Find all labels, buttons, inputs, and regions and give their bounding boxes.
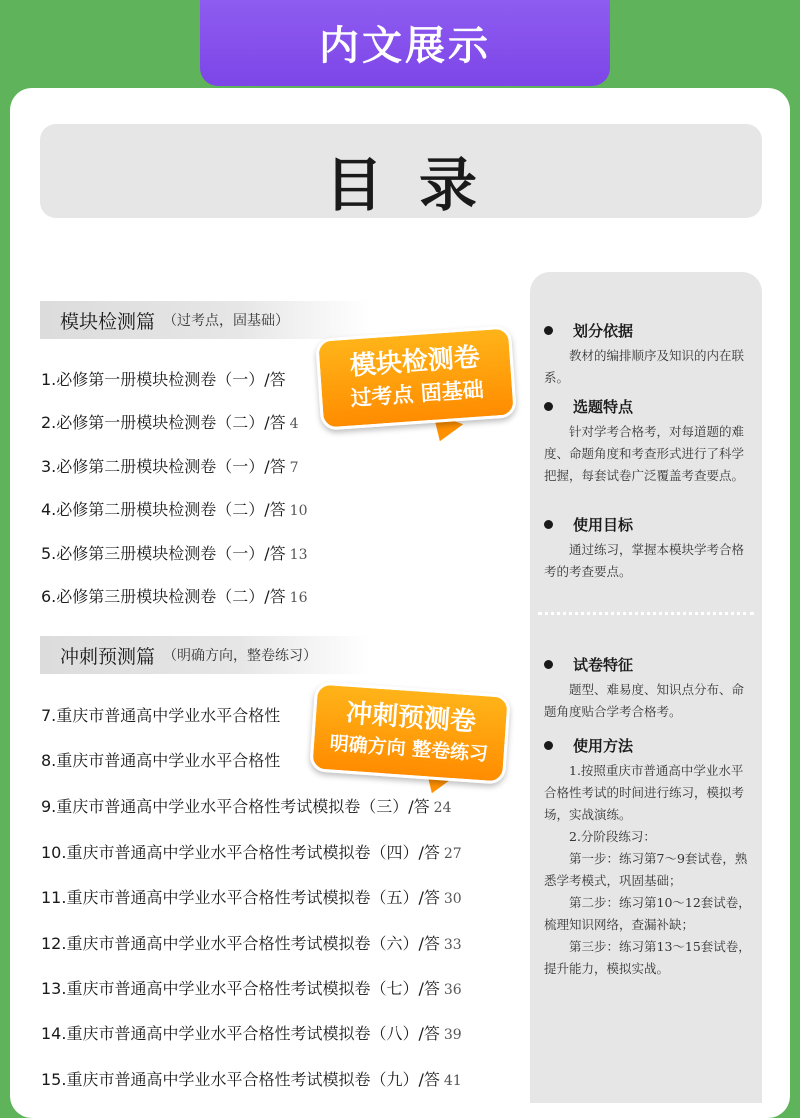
toc-item[interactable] — [41, 931, 462, 954]
sidebar-block-usage — [544, 735, 754, 980]
toc-item-label: 10.重庆市普通高中学业水平合格性考试模拟卷（四）/答 — [41, 843, 440, 862]
toc-item-label: 13.重庆市普通高中学业水平合格性考试模拟卷（七）/答 — [41, 979, 440, 998]
toc-item[interactable] — [41, 497, 308, 520]
toc-item-label: 3.必修第二册模块检测卷（一）/答 — [41, 457, 286, 476]
sidebar-block-paper-features — [544, 654, 754, 723]
toc-item-label: 4.必修第二册模块检测卷（二）/答 — [41, 500, 286, 519]
toc-item-page: 10 — [289, 503, 308, 519]
toc-item-page: 16 — [289, 590, 308, 606]
sidebar-block-heading: 划分依据 — [573, 322, 634, 340]
toc-item[interactable] — [41, 885, 462, 908]
toc-item-label: 11.重庆市普通高中学业水平合格性考试模拟卷（五）/答 — [41, 888, 440, 907]
sidebar-block-basis — [544, 320, 754, 389]
toc-item-label: 6.必修第三册模块检测卷（二）/答 — [41, 587, 286, 606]
dotted-divider — [538, 612, 754, 615]
toc-item[interactable] — [41, 703, 284, 726]
toc-item-label: 12.重庆市普通高中学业水平合格性考试模拟卷（六）/答 — [41, 934, 440, 953]
toc-item[interactable] — [41, 976, 462, 999]
usage-line: 第三步：练习第13～15套试卷，提升能力，模拟实战。 — [544, 939, 751, 976]
sticker-module-test — [315, 325, 517, 430]
section-subtitle: （明确方向，整卷练习） — [163, 648, 318, 664]
toc-item-label: 9.重庆市普通高中学业水平合格性考试模拟卷（三）/答 — [41, 797, 430, 816]
usage-line: 第二步：练习第10～12套试卷，梳理知识网络，查漏补缺； — [544, 895, 751, 932]
toc-item[interactable] — [41, 367, 290, 390]
toc-item-page: 13 — [289, 547, 308, 563]
sticker-line1: 冲刺预测卷 — [345, 698, 477, 738]
toc-item-page: 39 — [443, 1027, 462, 1043]
toc-item-label: 5.必修第三册模块检测卷（一）/答 — [41, 544, 286, 563]
toc-item[interactable] — [41, 584, 308, 607]
toc-item[interactable] — [41, 541, 308, 564]
section-head-sprint-forecast — [40, 636, 370, 674]
toc-item-label: 2.必修第一册模块检测卷（二）/答 — [41, 413, 286, 432]
toc-item[interactable] — [41, 410, 299, 433]
sidebar-block-heading: 试卷特征 — [573, 656, 634, 674]
section-subtitle: （过考点，固基础） — [163, 313, 290, 329]
toc-item-page: 30 — [443, 891, 462, 907]
bullet-icon — [544, 402, 553, 411]
sticker-line2: 明确方向 整卷练习 — [328, 732, 489, 766]
toc-item-page: 4 — [289, 416, 299, 432]
toc-item[interactable] — [41, 1067, 462, 1090]
usage-line: 第一步：练习第7～9套试卷，熟悉学考模式，巩固基础； — [544, 851, 748, 888]
toc-title: 目录 — [324, 151, 513, 219]
toc-item-label: 7.重庆市普通高中学业水平合格性 — [41, 706, 281, 725]
toc-item-page: 41 — [443, 1073, 462, 1089]
toc-item-label: 14.重庆市普通高中学业水平合格性考试模拟卷（八）/答 — [41, 1024, 440, 1043]
sidebar-block-text: 教材的编排顺序及知识的内在联系。 — [544, 348, 745, 385]
toc-item[interactable] — [41, 454, 299, 477]
sidebar-block-heading: 使用目标 — [573, 516, 634, 534]
toc-item-label: 15.重庆市普通高中学业水平合格性考试模拟卷（九）/答 — [41, 1070, 440, 1089]
sidebar-block-goal — [544, 514, 754, 583]
section-name: 冲刺预测篇 — [60, 645, 156, 668]
sticker-line2: 过考点 固基础 — [349, 377, 485, 411]
bullet-icon — [544, 326, 553, 335]
toc-item-page: 33 — [443, 937, 462, 953]
sticker-sprint-forecast — [309, 681, 511, 784]
toc-item-page: 36 — [443, 982, 462, 998]
bullet-icon — [544, 660, 553, 669]
bullet-icon — [544, 520, 553, 529]
header-title: 内文展示 — [319, 23, 491, 69]
bullet-icon — [544, 741, 553, 750]
toc-item[interactable] — [41, 794, 452, 817]
toc-item-label: 1.必修第一册模块检测卷（一）/答 — [41, 370, 286, 389]
section-name: 模块检测篇 — [60, 310, 156, 333]
toc-item[interactable] — [41, 1021, 462, 1044]
usage-line: 2.分阶段练习： — [569, 829, 656, 844]
toc-item-page: 24 — [433, 800, 452, 816]
sidebar-block-heading: 使用方法 — [573, 737, 634, 755]
toc-item-page: 7 — [289, 460, 299, 476]
sidebar-block-heading: 选题特点 — [573, 398, 634, 416]
sidebar-block-features — [544, 396, 754, 487]
toc-item[interactable] — [41, 748, 284, 771]
sidebar-block-text: 题型、难易度、知识点分布、命题角度贴合学考合格考。 — [544, 682, 745, 719]
sticker-line1: 模块检测卷 — [348, 342, 481, 382]
section-head-module-test — [40, 301, 370, 339]
usage-line: 1.按照重庆市普通高中学业水平合格性考试的时间进行练习，模拟考场，实战演练。 — [544, 763, 745, 822]
toc-item[interactable] — [41, 840, 462, 863]
toc-item-label: 8.重庆市普通高中学业水平合格性 — [41, 751, 281, 770]
toc-item-page: 27 — [443, 846, 462, 862]
sidebar-block-text: 针对学考合格考，对每道题的难度、命题角度和考查形式进行了科学把握，每套试卷广泛覆盖考查要点。 — [544, 424, 745, 483]
sidebar-block-text: 通过练习，掌握本模块学考合格考的考查要点。 — [544, 542, 745, 579]
